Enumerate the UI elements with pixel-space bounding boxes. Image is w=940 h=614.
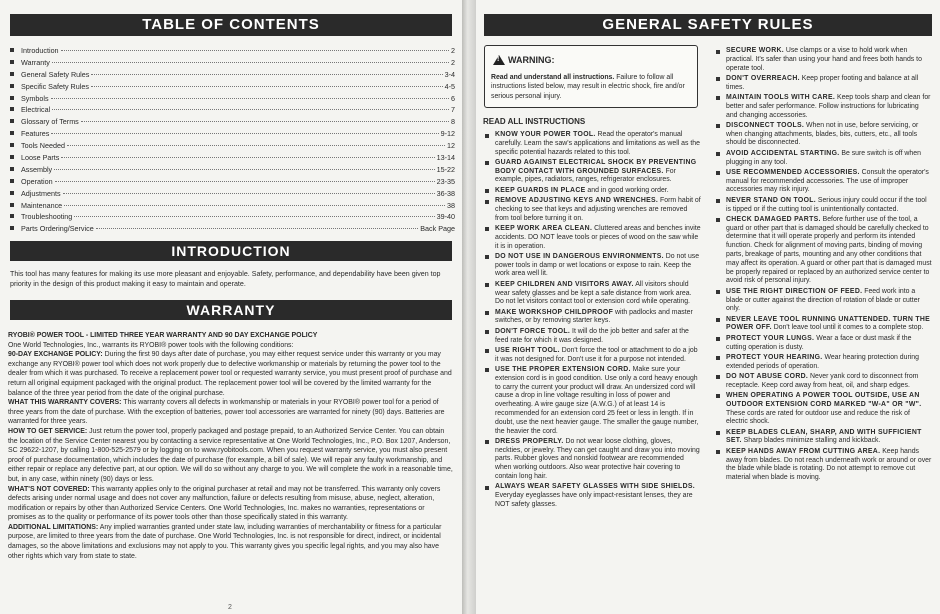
toc-entry-title: Introduction [21,46,59,55]
bullet-icon [10,143,14,147]
bullet-icon [10,179,14,183]
safety-rule-heading: USE THE PROPER EXTENSION CORD. [495,365,631,373]
toc-entry-title: Assembly [21,164,53,174]
toc-leader-dots [51,98,449,99]
bullet-icon [716,171,720,175]
safety-rule-text: Keep tools sharp and clean for better and safer performance. Follow instructions for lubricating and changing accessories. [726,93,931,119]
safety-rules-banner: GENERAL SAFETY RULES [484,14,932,36]
toc-entry [10,152,455,164]
bullet-icon [716,290,720,294]
safety-rule [483,309,701,327]
safety-rule-heading: MAKE WORKSHOP CHILDPROOF [495,308,614,316]
bullet-icon [716,96,720,100]
safety-rule-text: with padlocks and master switches, or by removing starter keys. [495,308,693,325]
warning-triangle-icon: ! [493,55,505,65]
bullet-icon [716,77,720,81]
warranty-text: Just return the power tool, properly packaged and postage prepaid, to an Authorized Service Center. You can obtain the location of the Service Center nearest you by contacting a service representative at One World Technologies, Inc., P.O. Box 1207, Anderson, SC 29622-1207, by calling 1-800-525-2579 or by logging on to www.ryobitools.com. When you request warranty service, you must also present proof of purchase documentation, which includes the date of purchase (for example, a bill of sale). We will repair any faulty workmanship, and either repair or replace any defective part, at our option. We will do so without any charge to you. We will complete the work in a reasonable time, but, in any case, within ninety (90) days or less. [8,427,453,483]
safety-rule-heading: DO NOT USE IN DANGEROUS ENVIRONMENTS. [495,252,664,260]
warranty-label: WHAT'S NOT COVERED: [8,485,90,493]
toc-entry-page: 7 [451,105,455,115]
bullet-icon [485,368,489,372]
bullet-icon [716,356,720,360]
bullet-icon [10,48,14,52]
safety-rule [714,47,932,73]
toc-entry [10,93,455,105]
toc-entry-page: 23-35 [436,176,455,186]
toc-entry [10,176,455,188]
toc-leader-dots [64,205,445,206]
safety-rule-heading: PROTECT YOUR LUNGS. [726,334,815,342]
safety-rule [483,281,701,307]
toc-entry [10,116,455,128]
safety-rule-heading: DISCONNECT TOOLS. [726,121,805,129]
safety-rule [714,354,932,372]
toc-entry-title: General Safety Rules [21,69,90,79]
toc-entry-title: Features [21,129,50,139]
read-all-heading: READ ALL INSTRUCTIONS [483,117,586,126]
bullet-icon [485,330,489,334]
safety-rule [483,253,701,279]
safety-rule-text: Read the operator's manual carefully. Learn the saw's applications and limitations as well as the specific potential hazards related to this tool. [495,131,700,156]
warranty-exchange-policy [8,350,454,398]
toc-entry [10,164,455,176]
toc-entry-title: Symbols [21,93,49,103]
toc-entry-page: 9-12 [440,129,455,139]
bullet-icon [10,107,14,111]
bullet-icon [485,440,489,444]
safety-rule-heading: USE RIGHT TOOL. [495,346,560,354]
right-page [476,0,940,614]
toc-entry-page: 2 [451,46,455,55]
bullet-icon [10,191,14,195]
toc-entry [10,211,455,223]
toc-leader-dots [61,50,449,51]
bullet-icon [716,337,720,341]
warning-text [491,73,693,101]
bullet-icon [10,167,14,171]
toc-entry [10,188,455,200]
warning-bold: Read and understand all instructions. [491,74,615,81]
safety-rule [714,392,932,427]
toc-leader-dots [61,157,434,158]
safety-rule [483,225,701,251]
toc-entry-title: Specific Safety Rules [21,81,89,91]
toc-entry-page: 13-14 [436,153,455,163]
toc-entry-title: Adjustments [21,188,61,198]
toc-entry-page: 8 [451,117,455,127]
warning-label: WARNING: [508,55,555,65]
toc-entry-title: Tools Needed [21,141,65,151]
bullet-icon [716,450,720,454]
toc-leader-dots [91,74,442,75]
toc-entry [10,140,455,152]
bullet-icon [485,134,489,138]
bullet-icon [485,486,489,490]
toc-entry-page: 3-4 [444,69,455,79]
safety-rule [483,187,701,196]
toc-leader-dots [74,216,434,217]
toc-entry-page: 2 [451,57,455,67]
safety-rule-text: Don't force the tool or attachment to do a job it was not designed for. Don't use it for a purpose not intended. [495,346,698,363]
safety-rule-heading: GUARD AGAINST ELECTRICAL SHOCK BY PREVENTING BODY CONTACT WITH GROUNDED SURFACES. [495,158,697,175]
toc-banner: TABLE OF CONTENTS [10,14,452,36]
safety-rule-heading: KEEP BLADES CLEAN, SHARP, AND WITH SUFFICIENT SET. [726,428,922,445]
bullet-icon [10,84,14,88]
bullet-icon [10,119,14,123]
bullet-icon [10,155,14,159]
safety-rule-text: For example, pipes, radiators, ranges, refrigerator enclosures. [495,167,676,184]
safety-rule-text: Don't leave tool until it comes to a complete stop. [771,324,924,332]
warranty-text: This warranty covers all defects in workmanship or materials in your RYOBI® power tool for a period of three years from the date of purchase. With the exception of batteries, power tool accessories are warranted for ninety (90) days. Batteries are warranted for three years. [8,399,445,426]
toc-leader-dots [67,145,445,146]
safety-rule [483,131,701,157]
safety-rule-text: Form habit of checking to see that keys and adjusting wrenches are removed from tool before turning it on. [495,197,701,222]
bullet-icon [485,200,489,204]
safety-rule [714,75,932,93]
safety-rule [483,197,701,223]
bullet-icon [10,203,14,207]
toc-leader-dots [54,169,434,170]
safety-rule-heading: NEVER STAND ON TOOL. [726,196,816,204]
safety-rule [714,94,932,120]
toc-entry-title: Operation [21,176,53,186]
bullet-icon [716,124,720,128]
toc-leader-dots [96,228,419,229]
warranty-service [8,427,454,485]
safety-rule-text: Do not use power tools in damp or wet locations or expose to rain. Keep the work area well lit. [495,252,700,278]
safety-rule-heading: USE RECOMMENDED ACCESSORIES. [726,168,860,176]
safety-rule-text: All visitors should wear safety glasses and be kept a safe distance from work area. Do not let visitors contact tool or extension cord while operating. [495,280,692,306]
safety-rule-text: Sharp blades minimize stalling and kickback. [741,437,881,445]
warranty-limitations [8,523,454,561]
safety-rule [714,150,932,168]
warranty-not-covered [8,485,454,523]
toc-leader-dots [51,133,438,134]
safety-rule [714,122,932,148]
safety-rule-text: Never yank cord to disconnect from receptacle. Keep cord away from heat, oil, and sharp edges. [726,372,919,389]
toc-entry-page: 39-40 [436,212,455,222]
safety-rule-heading: USE THE RIGHT DIRECTION OF FEED. [726,287,863,295]
warning-body: Failure to follow all instructions listed below, may result in electric shock, fire and/or serious personal injury. [491,74,685,100]
safety-rule [483,159,701,185]
safety-rule [483,483,701,509]
toc-entry-page: 4-5 [444,81,455,91]
toc-entry-title: Troubleshooting [21,212,73,222]
warranty-heading: RYOBI® POWER TOOL - LIMITED THREE YEAR WARRANTY AND 90 DAY EXCHANGE POLICY [8,332,318,339]
safety-rule-text: It will do the job better and safer at the feed rate for which it was designed. [495,327,689,344]
warranty-label: HOW TO GET SERVICE: [8,427,88,435]
introduction-text: This tool has many features for making its use more pleasant and enjoyable. Safety, performance, and dependability have been given top priority in the design of this product making it easy to maintain and operate. [10,270,441,288]
bullet-icon [716,218,720,222]
bullet-icon [485,311,489,315]
toc-entry [10,128,455,140]
bullet-icon [485,283,489,287]
safety-rule [714,316,932,334]
toc-entry-title: Electrical [21,105,51,115]
warranty-covers [8,398,454,427]
toc-entry [10,200,455,212]
toc-entry [10,45,455,57]
bullet-icon [485,255,489,259]
safety-rule-text: Serious injury could occur if the tool is tipped or if the cutting tool is unintentionally contacted. [726,196,927,213]
toc-entry [10,81,455,93]
safety-rule-heading: KEEP HANDS AWAY FROM CUTTING AREA. [726,447,881,455]
toc-entry-title: Loose Parts [21,153,60,163]
safety-rule-heading: DON'T OVERREACH. [726,74,800,82]
toc-leader-dots [91,86,443,87]
left-page [0,0,462,614]
warranty-subheading: One World Technologies, Inc., warrants its RYOBI® power tools with the following conditions: [8,341,294,349]
warranty-label: ADDITIONAL LIMITATIONS: [8,523,99,531]
warning-heading [493,55,555,65]
bullet-icon [10,72,14,76]
toc-entry [10,223,455,235]
safety-rule-text: When not in use, before servicing, or when changing attachments, blades, bits, cutters, etc., all tools should be disconnected. [726,121,919,147]
toc-entry-page: 6 [451,93,455,103]
safety-rule-heading: PROTECT YOUR HEARING. [726,353,823,361]
toc-entry-page: 38 [447,200,455,210]
toc-entry-title: Warranty [21,57,50,67]
bullet-icon [485,227,489,231]
bullet-icon [10,226,14,230]
safety-rule-text: Consult the operator's manual for recommended accessories. The use of improper accessories may risk injury. [726,168,929,194]
bullet-icon [10,214,14,218]
safety-rule-heading: KEEP WORK AREA CLEAN. [495,224,593,232]
warranty-label: 90-DAY EXCHANGE POLICY: [8,351,103,359]
safety-rule [714,448,932,483]
warning-box [484,45,698,108]
safety-rule-heading: MAINTAIN TOOLS WITH CARE. [726,93,836,101]
warranty-body [8,331,454,561]
safety-rule-text: Keep hands away from blades. Do not reach underneath work or around or over the blade while blade is rotating. Do not attempt to remove cut material when blade is moving. [726,447,932,482]
toc-entry-title: Maintenance [21,200,63,210]
warranty-text: During the first 90 days after date of purchase, you may either request service under this warranty or you may exchange any RYOBI® power tool which does not work properly due to defective workmanship or materials by returning the power tool to the dealer from which it was purchased. To receive a replacement power tool or requested warranty service, you must present proof of purchase and return all original equipment packaged with the original product. The replacement power tool will be covered by the limited warranty for the balance of the three year period from the date of the original purchase. [8,351,452,397]
bullet-icon [10,131,14,135]
toc-entry [10,57,455,69]
safety-rule-heading: DO NOT ABUSE CORD. [726,372,809,380]
safety-rule [714,429,932,447]
bullet-icon [716,394,720,398]
safety-rule-text: and in good working order. [585,186,669,194]
toc-entry-page: 36-38 [436,188,455,198]
bullet-icon [485,349,489,353]
safety-rule-text: Make sure your extension cord is in good condition. Use only a cord heavy enough to carry the current your product will draw. An undersized cord will cause a drop in line voltage resulting in loss of power and overheating. A wire gauge size (A.W.G.) of at least 14 is recommended for an extension cord 25 feet or less in length. If in doubt, use the next heavier gauge. The smaller the gauge number, the heavier the cord. [495,365,699,435]
safety-rule-heading: REMOVE ADJUSTING KEYS AND WRENCHES. [495,197,659,205]
safety-rule-heading: DRESS PROPERLY. [495,437,564,445]
toc-leader-dots [52,62,449,63]
bullet-icon [716,152,720,156]
warranty-text: Any implied warranties granted under state law, including warranties of merchantability or fitness for a particular purpose, are limited to three years from the date of purchase. One World Technologies, Inc. is not responsible for direct, indirect, or incidental damages, so the above limitations and exclusions may not apply to you. This warranty gives you specific legal rights, and you may also have other rights which vary from state to state. [8,523,442,560]
safety-rule-heading: ALWAYS WEAR SAFETY GLASSES WITH SIDE SHIELDS. [495,483,695,491]
bullet-icon [10,96,14,100]
safety-rule-text: Feed work into a blade or cutter against the direction of rotation of blade or cutter only. [726,287,920,313]
safety-rule-heading: WHEN OPERATING A POWER TOOL OUTSIDE, USE AN OUTDOOR EXTENSION CORD MARKED "W-A" OR "W". [726,391,922,408]
bullet-icon [716,50,720,54]
safety-rule-heading: KEEP CHILDREN AND VISITORS AWAY. [495,280,634,288]
safety-rule-text: Do not wear loose clothing, gloves, neckties, or jewelry. They can get caught and draw you into moving parts. Rubber gloves and nonskid footwear are recommended when working outdoors. Also wear protective hair covering to contain long hair. [495,437,700,480]
toc-entry-page: 12 [447,141,455,151]
toc-entry-page: Back Page [420,224,455,234]
safety-rule-text: Everyday eyeglasses have only impact-resistant lenses, they are NOT safety glasses. [495,492,693,508]
toc-entry [10,69,455,81]
safety-rule-text: Before further use of the tool, a guard or other part that is damaged should be carefully checked to determine that it will operate properly and perform its intended function. Check for alignment of moving parts, binding of moving parts, breakage of parts, mounting and any other conditions that may affect its operation. A guard or other part that is damaged must be properly repaired or replaced by an authorized service center to avoid risk of personal injury. [726,215,932,285]
safety-rule [714,373,932,391]
safety-rule-text: Keep proper footing and balance at all times. [726,74,919,91]
safety-rule-text: Use clamps or a vise to hold work when practical. It's safer than using your hand and frees both hands to operate tool. [726,47,922,72]
bullet-icon [485,161,489,165]
safety-rule-text: Wear hearing protection during extended periods of operation. [726,353,919,370]
safety-rule-text: Wear a face or dust mask if the cutting operation is dusty. [726,334,912,351]
safety-rule [714,335,932,353]
bullet-icon [716,375,720,379]
safety-rules-column-2 [714,47,932,484]
warranty-label: WHAT THIS WARRANTY COVERS: [8,399,122,407]
toc-entry [10,104,455,116]
safety-rule-heading: KNOW YOUR POWER TOOL. [495,131,596,138]
safety-rule [483,438,701,482]
safety-rule-heading: DON'T FORCE TOOL. [495,327,571,335]
toc-entry-page: 15-22 [436,164,455,174]
bullet-icon [10,60,14,64]
safety-rule [714,169,932,195]
toc-leader-dots [55,181,435,182]
safety-rule [483,366,701,436]
toc-leader-dots [81,121,449,122]
introduction-banner: INTRODUCTION [10,241,452,261]
safety-rule [483,328,701,346]
toc-entry-title: Glossary of Terms [21,117,79,127]
safety-rule-text: Cluttered areas and benches invite accidents. DO NOT leave tools or pieces of wood on the saw while it is in operation. [495,224,701,250]
warranty-text: This warranty applies only to the original purchaser at retail and may not be transferred. This warranty only covers defects arising under normal usage and does not cover any malfunction, failure or defects resulting from misuse, abuse, neglect, alteration, modification or repairs by other than Authorized Service Centers. One World Technologies, Inc. makes no warranties, representations or promises as to the quality or performance of its power tools other than those specifically stated in this warranty. [8,485,441,522]
safety-rule-heading: CHECK DAMAGED PARTS. [726,215,821,223]
safety-rule-heading: NEVER LEAVE TOOL RUNNING UNATTENDED. TURN THE POWER OFF. [726,315,931,332]
safety-rule-heading: KEEP GUARDS IN PLACE [495,186,586,194]
bullet-icon [716,199,720,203]
safety-rule [714,197,932,215]
toc-leader-dots [63,193,435,194]
safety-rule [714,216,932,286]
safety-rule-heading: SECURE WORK. [726,47,784,54]
safety-rules-column-1 [483,131,701,511]
bullet-icon [716,318,720,322]
book-gutter [462,0,476,614]
safety-rule-text: Be sure switch is off when plugging in any tool. [726,149,921,166]
toc-entry-title: Parts Ordering/Service [21,224,94,234]
warranty-banner: WARRANTY [10,300,452,320]
table-of-contents [10,45,455,235]
safety-rule-heading: AVOID ACCIDENTAL STARTING. [726,149,840,157]
bullet-icon [716,431,720,435]
safety-rule [714,288,932,314]
safety-rule-text: These cords are rated for outdoor use and reduce the risk of electric shock. [726,409,910,426]
toc-leader-dots [52,109,449,110]
safety-rule [483,347,701,365]
page-number: 2 [228,604,232,611]
bullet-icon [485,189,489,193]
